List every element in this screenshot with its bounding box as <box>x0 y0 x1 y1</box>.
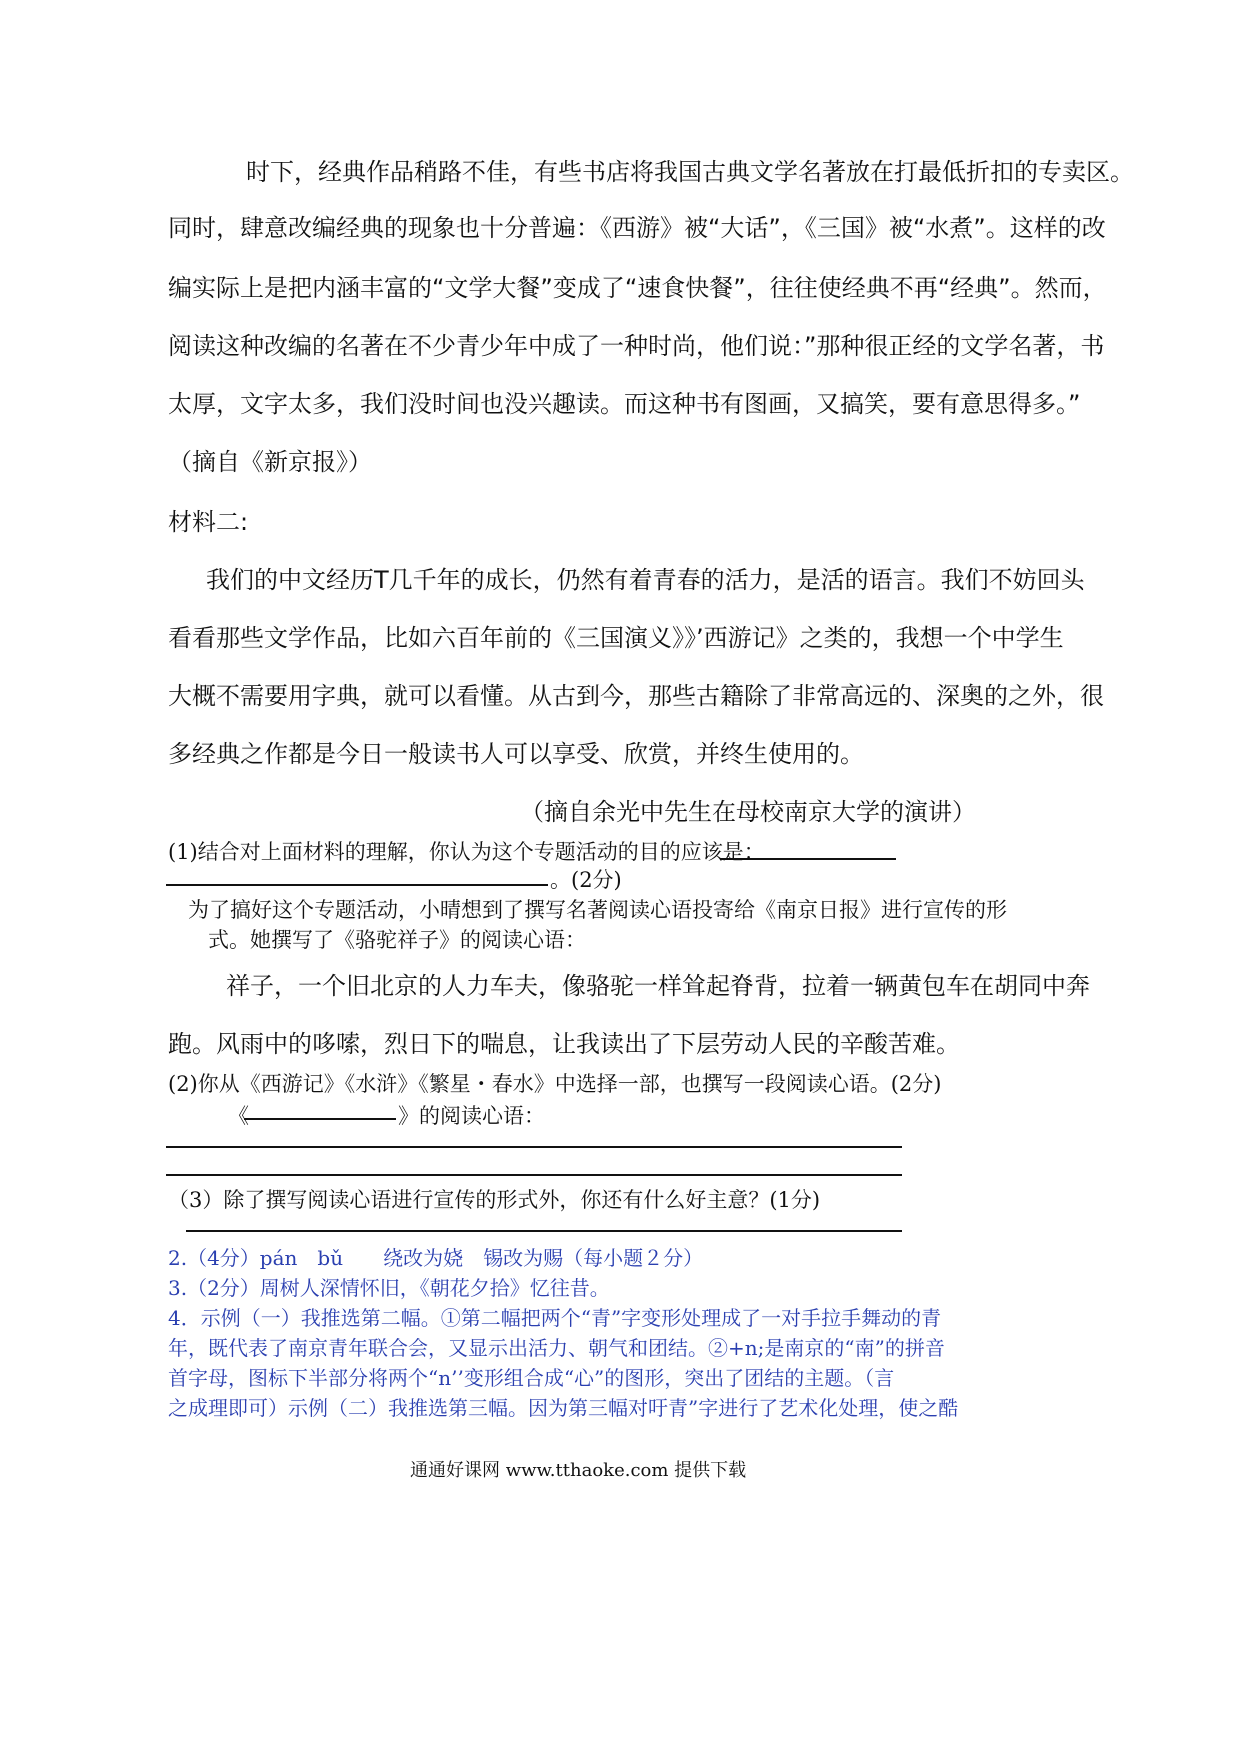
material1-source: （摘自《新京报》） <box>168 448 372 476</box>
sample-heart-words: 祥子，一个旧北京的人力车夫，像骆驼一样耸起脊背，拉着一辆黄包车在胡同中奔 <box>226 972 1090 1000</box>
question-1-score: 。(2分) <box>550 868 622 892</box>
material2-source: （摘自余光中先生在母校南京大学的演讲） <box>520 798 976 826</box>
material1-line: 同时，肆意改编经典的现象也十分普遍：《西游》被“大话”，《三国》被“水煮”。这样的改 <box>168 214 1106 242</box>
question-2: (2)你从《西游记》《水浒》《繁星・春水》中选择一部，也撰写一段阅读心语。(2分) <box>168 1072 942 1096</box>
material2-line: 看看那些文学作品，比如六百年前的《三国演义》》’西游记》之类的，我想一个中学生 <box>168 624 1064 652</box>
answer-line-q3[interactable] <box>186 1230 902 1232</box>
answer-line: 首字母，图标下半部分将两个“n’’变形组合成“心”的图形，突出了团结的主题。（言 <box>168 1366 895 1390</box>
intro-line: 为了搞好这个专题活动，小晴想到了撰写名著阅读心语投寄给《南京日报》进行宣传的形 <box>188 898 1007 922</box>
material2-line: 多经典之作都是今日一般读书人可以享受、欣赏，并终生使用的。 <box>168 740 864 768</box>
answer-line: 年，既代表了南京青年联合会，又显示出活力、朝气和团结。②+n;是南京的“南”的拼音 <box>168 1336 945 1360</box>
answer-line-q1a[interactable] <box>720 858 896 860</box>
book-title-suffix: 》的阅读心语： <box>398 1104 545 1128</box>
question-3: （3）除了撰写阅读心语进行宣传的形式外，你还有什么好主意？(1分) <box>168 1188 821 1212</box>
answer-line: 3.（2分）周树人深情怀旧，《朝花夕拾》忆往昔。 <box>168 1276 610 1300</box>
material2-line: 我们的中文经历T几千年的成长，仍然有着青春的活力，是活的语言。我们不妨回头 <box>206 566 1085 594</box>
answer-line: 4．示例（一）我推选第二幅。①第二幅把两个“青”字变形处理成了一对手拉手舞动的青 <box>168 1306 942 1330</box>
answer-line: 2.（4分）pán bǔ 绕改为娆 锡改为赐（每小题２分） <box>168 1246 704 1270</box>
question-1: (1)结合对上面材料的理解，你认为这个专题活动的目的应该是： <box>168 840 765 864</box>
answer-line-q1b[interactable] <box>166 884 548 886</box>
material2-label: 材料二: <box>168 508 249 536</box>
answer-line-q2b[interactable] <box>166 1174 902 1176</box>
sample-heart-words: 跑。风雨中的哆嗦，烈日下的喘息，让我读出了下层劳动人民的辛酸苦难。 <box>168 1030 960 1058</box>
page-footer: 通通好课网 www.tthaoke.com 提供下载 <box>410 1460 747 1481</box>
answer-line-q2a[interactable] <box>166 1146 902 1148</box>
material2-line: 大概不需要用字典，就可以看懂。从古到今，那些古籍除了非常高远的、深奥的之外，很 <box>168 682 1104 710</box>
material1-line: 时下，经典作品稍路不佳，有些书店将我国古典文学名著放在打最低折扣的专卖区。 <box>246 158 1134 186</box>
material1-line: 太厚，文字太多，我们没时间也没兴趣读。而这种书有图画，又搞笑，要有意思得多。” <box>168 390 1081 418</box>
book-title-prefix: 《 <box>228 1104 249 1128</box>
answer-line: 之成理即可）示例（二）我推选第三幅。因为第三幅对吁青”字进行了艺术化处理，使之酷 <box>168 1396 959 1420</box>
material1-line: 阅读这种改编的名著在不少青少年中成了一种时尚，他们说：”那种很正经的文学名著，书 <box>168 332 1105 360</box>
book-title-blank[interactable] <box>244 1118 396 1120</box>
material1-line: 编实际上是把内涵丰富的“文学大餐”变成了“速食快餐”，往往使经典不再“经典”。然而， <box>168 274 1107 302</box>
intro-line: 式。她撰写了《骆驼祥子》的阅读心语： <box>208 928 586 952</box>
